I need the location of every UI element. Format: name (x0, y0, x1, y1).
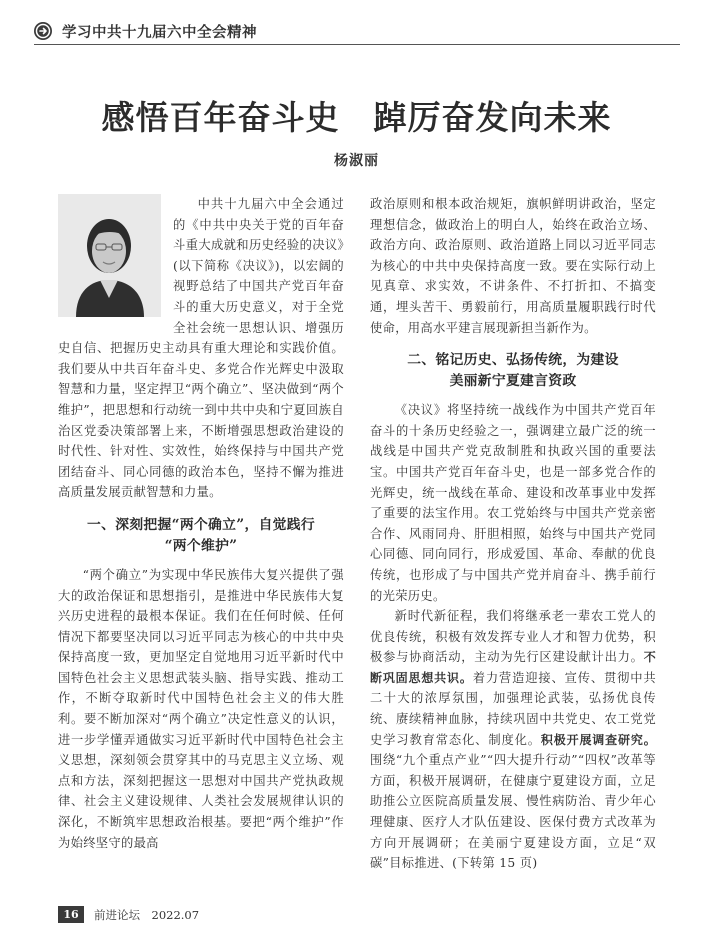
article-author: 杨淑丽 (334, 153, 379, 169)
section-2-heading-line2: 美丽新宁夏建言资政 (449, 373, 577, 390)
issue-number: 2022.07 (151, 908, 200, 922)
section-1-heading-line2: “两个维护” (164, 537, 238, 554)
section-2-paragraph-1: 《决议》将坚持统一战线作为中国共产党百年奋斗的十条历史经验之一，强调建立最广泛的统一战线是中国共产党克敌制胜和执政兴国的重要法宝。中国共产党百年奋斗史，也是一部多党合作的光辉史，统一战线在革命、建设和改革事业中发挥了重要的法宝作用。农工党始终与中国共产党亲密合作、风雨同舟、肝胆相照，始终与中国共产党同心同德、同向同行，形成爱国、革命、奉献的优良传统，也形成了与中国共产党并肩奋斗、携手前行的光荣历史。 (370, 403, 656, 603)
section-1-heading (58, 515, 344, 557)
header-divider (34, 44, 680, 45)
continued-paragraph: 政治原则和根本政治规矩，旗帜鲜明讲政治，坚定理想信念，做政治上的明白人，始终在政治立场、政治方向、政治原则、政治道路上同以习近平同志为核心的中共中央保持高度一致。要在实际行动上见真章、求实效，不讲条件、不打折扣、不搞变通，埋头苦干、勇毅前行，用高质量履职践行时代使命，用高水平建言展现新担当新作为。 (370, 197, 656, 335)
page-footer (58, 904, 658, 926)
arrow-circle-icon (34, 22, 52, 40)
continued-note: (下转第 15 页) (452, 856, 538, 871)
section-1-paragraph: “两个确立”为实现中华民族伟大复兴提供了强大的政治保证和思想指引，是推进中华民族伟大复兴历史进程的最根本保证。我们在任何时候、任何情况下都要坚决同以习近平同志为核心的中共中央保持高度一致，更加坚定自觉地用习近平新时代中国特色社会主义思想武装头脑、指导实践、推动工作，不断夺取新时代中国特色社会主义的伟大胜利。要不断加深对“两个确立”决定性意义的认识，进一步学懂弄通做实习近平新时代中国特色社会主义思想，深刻领会贯穿其中的马克思主义立场、观点和方法，深刻把握这一思想对中国共产党执政规律、社会主义建设规律、人类社会发展规律认识的深化，不断筑牢思想政治根基。要把“两个维护”作为始终坚守的最高 (58, 567, 344, 850)
emphasis-research: 积极开展调查研究。 (540, 732, 656, 747)
intro-paragraph: 中共十九届六中全会通过的《中共中央关于党的百年奋斗重大成就和历史经验的决议》(以下简称《决议》)，以宏阔的视野总结了中国共产党百年奋斗的重大历史意义，对于全党全社会统一思想认识、增强历史自信、把握历史主动具有重大理论和实践价值。我们要从中共百年奋斗史、多党合作光辉史中汲取智慧和力量，坚定捍卫“两个确立”、坚决做到“两个维护”，把思想和行动统一到中共中央和宁夏回族自治区党委决策部署上来，不断增强思想政治建设的时代性、针对性、实效性，始终保持与中国共产党团结奋斗、同心同德的政治本色，坚持不懈为推进高质量发展贡献智慧和力量。 (58, 197, 344, 500)
section-2-paragraph-2-tail: 围绕“九个重点产业”“四大提升行动”“四权”改革等方面，积极开展调研，在健康宁夏建设方面，立足助推公立医院高质量发展、慢性病防治、青少年心理健康、医疗人才队伍建设、医保付费方式改革为方向开展调研；在美丽宁夏建设方面，立足“双碳”目标推进、 (370, 753, 656, 871)
section-2-heading-line1: 二、铭记历史、弘扬传统，为建设 (407, 352, 619, 369)
section-2-heading (370, 350, 656, 392)
section-header-title: 学习中共十九届六中全会精神 (62, 25, 257, 41)
author-photo (58, 194, 161, 317)
section-2-paragraph-2 (370, 606, 656, 874)
right-column (370, 194, 656, 874)
publication-name: 前进论坛 (94, 908, 140, 922)
emphasis-consensus: 不断巩固思想共识。 (370, 650, 656, 685)
section-2-paragraph-2-body: 着力营造迎接、宣传、贯彻中共二十大的浓厚氛围，加强理论武装，弘扬优良传统、赓续精神血脉，持续巩固中共党史、农工党党史学习教育常态化、制度化。 (370, 670, 656, 747)
left-column (58, 194, 344, 853)
page-number: 16 (58, 906, 84, 923)
footer-publication (94, 907, 199, 923)
section-1-heading-line1: 一、深刻把握“两个确立”，自觉践行 (87, 516, 315, 533)
article-title: 感悟百年奋斗史 踔厉奋发向未来 (101, 98, 612, 137)
page-header (34, 20, 680, 46)
section-2-paragraph-2-intro: 新时代新征程，我们将继承老一辈农工党人的优良传统，积极有效发挥专业人才和智力优势，积极参与协商活动，主动为先行区建设献计出力。 (370, 609, 656, 665)
